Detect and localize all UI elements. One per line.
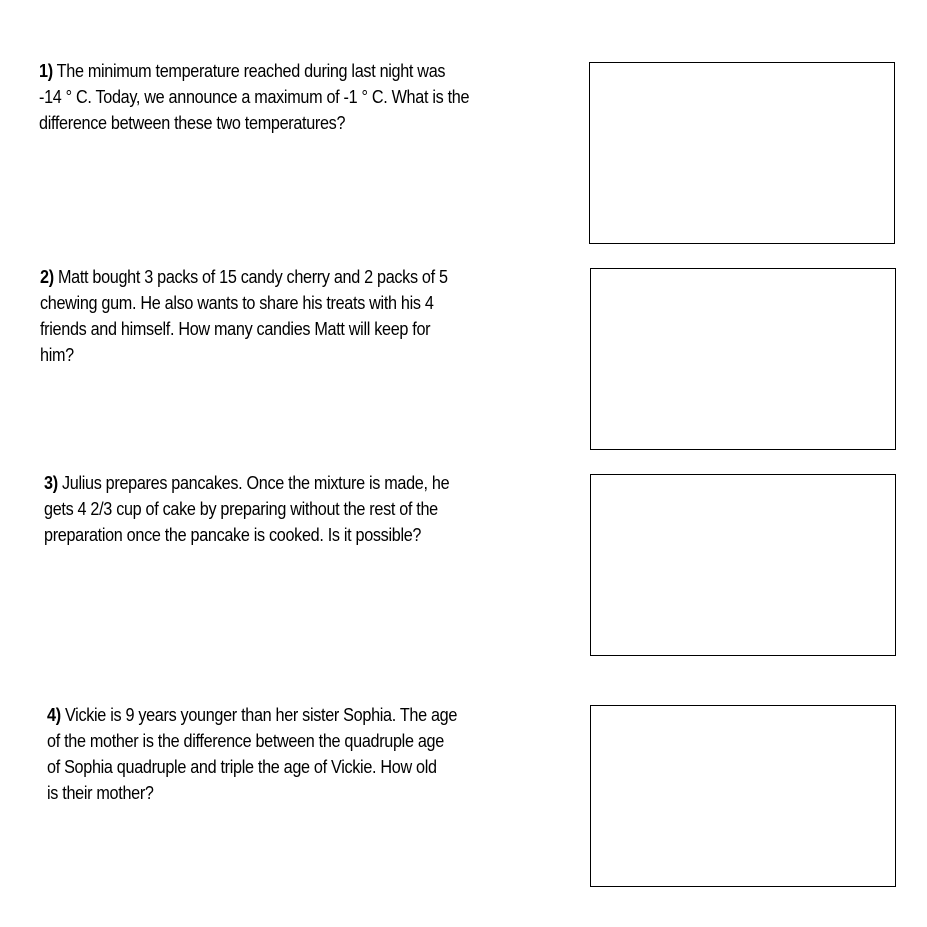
question-text: Matt bought 3 packs of 15 candy cherry and 2 packs of 5	[57, 267, 448, 287]
question-line: preparation once the pancake is cooked. Is it possible?	[44, 525, 422, 545]
question-number: 2)	[40, 267, 54, 287]
question-3	[44, 470, 584, 548]
question-line: him?	[40, 345, 74, 365]
question-line: friends and himself. How many candies Matt will keep for	[40, 319, 431, 339]
answer-box-3[interactable]	[590, 474, 896, 656]
question-line	[40, 264, 580, 290]
answer-box-2[interactable]	[590, 268, 896, 450]
question-line: gets 4 2/3 cup of cake by preparing without the rest of the	[44, 499, 438, 519]
question-line: is their mother?	[47, 783, 154, 803]
answer-box-1[interactable]	[589, 62, 895, 244]
question-number: 3)	[44, 473, 58, 493]
question-line: chewing gum. He also wants to share his treats with his 4	[40, 293, 434, 313]
question-4	[47, 702, 587, 806]
question-line	[44, 470, 584, 496]
question-number: 4)	[47, 705, 61, 725]
question-number: 1)	[39, 61, 53, 81]
question-line: difference between these two temperatures?	[39, 113, 346, 133]
question-text: The minimum temperature reached during last night was	[56, 61, 446, 81]
question-line	[39, 58, 579, 84]
question-line: -14 ° C. Today, we announce a maximum of -1 ° C. What is the	[39, 87, 470, 107]
question-line: of the mother is the difference between the quadruple age	[47, 731, 444, 751]
answer-box-4[interactable]	[590, 705, 896, 887]
question-text: Julius prepares pancakes. Once the mixture is made, he	[61, 473, 450, 493]
question-2	[40, 264, 580, 368]
question-text: Vickie is 9 years younger than her sister Sophia. The age	[64, 705, 458, 725]
question-line	[47, 702, 587, 728]
question-line: of Sophia quadruple and triple the age of Vickie. How old	[47, 757, 437, 777]
question-1	[39, 58, 579, 136]
